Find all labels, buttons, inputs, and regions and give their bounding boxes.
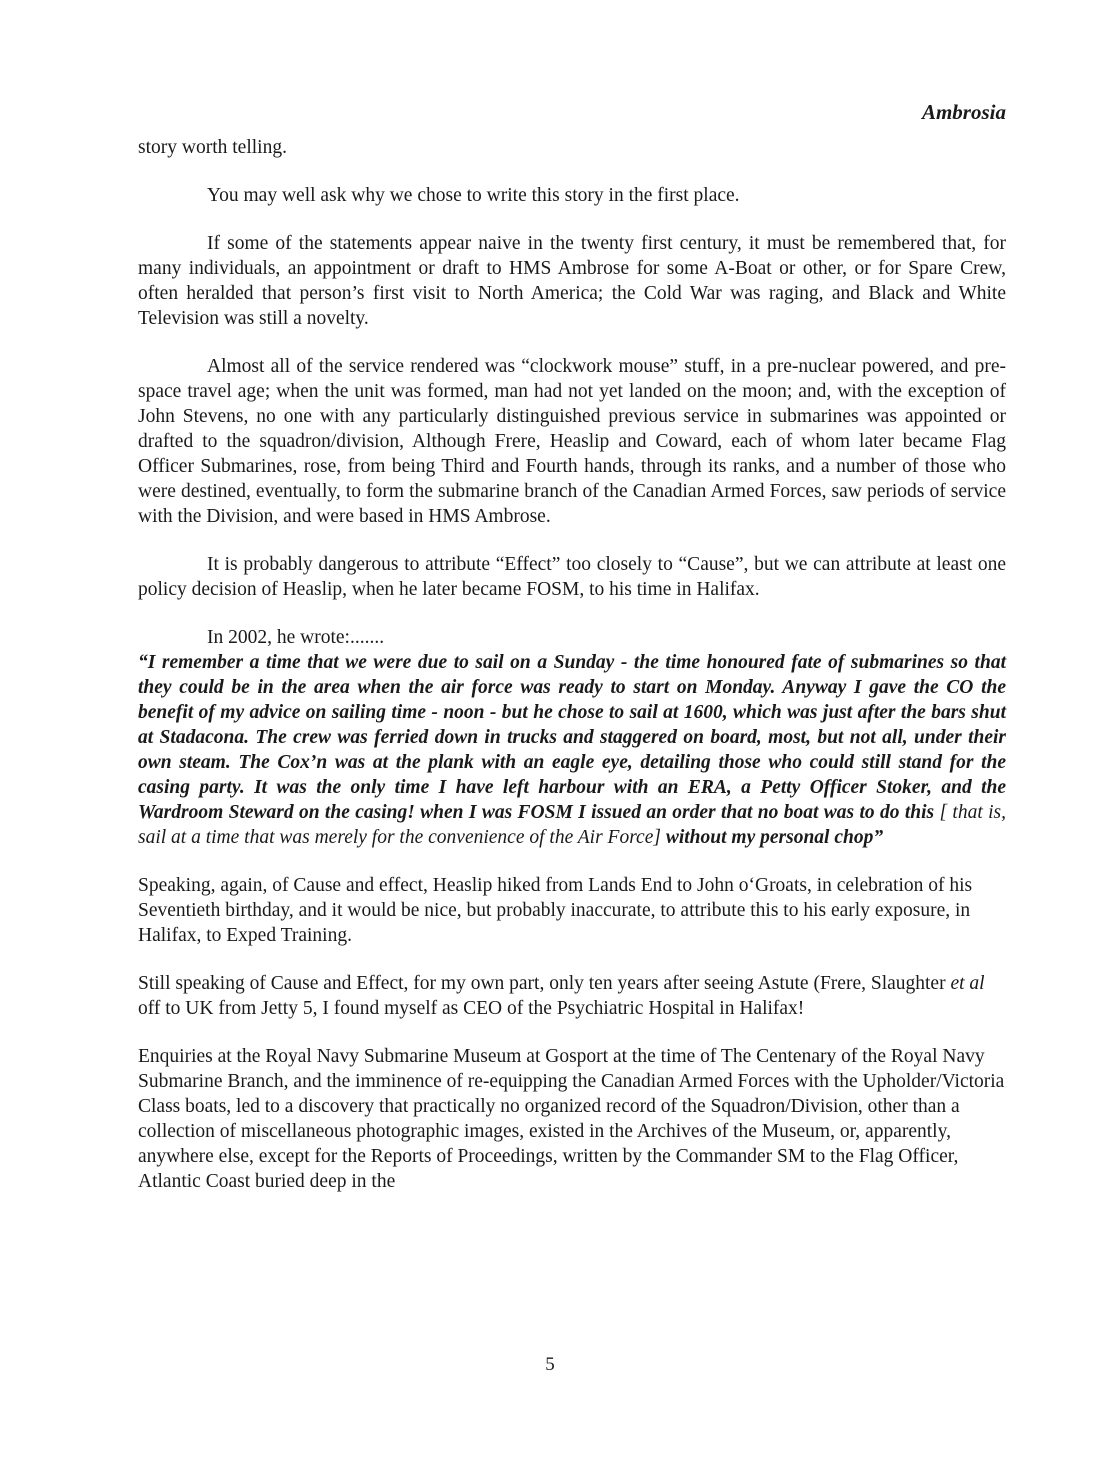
- body-text: [138, 135, 1006, 1217]
- running-head-title: Ambrosia: [921, 100, 1006, 124]
- paragraph-he-wrote: In 2002, he wrote:.......: [207, 627, 385, 648]
- paragraph-psychiatric-hospital: [138, 971, 1006, 1021]
- p8-et-al: et al: [950, 973, 985, 994]
- p8-text-c: off to UK from Jetty 5, I found myself as CEO of the Psychiatric Hospital in Halifax!: [138, 998, 805, 1019]
- quote-text-end: without my personal chop”: [660, 827, 884, 848]
- paragraph-lands-end: Speaking, again, of Cause and effect, Heaslip hiked from Lands End to John o‘Groats, in celebration of his Seventieth birthday, and it would be nice, but probably inaccurate, to attribute this to his early exposure, in Halifax, to Exped Training.: [138, 875, 973, 946]
- paragraph-clockwork-mouse: Almost all of the service rendered was “clockwork mouse” stuff, in a pre-nuclear powered, and pre-space travel age; when the unit was formed, man had not yet landed on the moon; and, with the exception of John Stevens, no one with any particularly distinguished previous service in submarines was appointed or drafted to the squadron/division, Although Frere, Heaslip and Coward, each of whom later became Flag Officer Submarines, rose, from being Third and Fourth hands, through its ranks, and a number of those who were destined, eventually, to form the submarine branch of the Canadian Armed Forces, saw periods of service with the Division, and were based in HMS Ambrose.: [138, 356, 1006, 527]
- paragraph-why-write: You may well ask why we chose to write this story in the first place.: [207, 185, 740, 206]
- paragraph-naive-statements: If some of the statements appear naive in the twenty first century, it must be remembered that, for many individuals, an appointment or draft to HMS Ambrose for some A-Boat or other, or for Spare Crew, often heralded that person’s first visit to North America; the Cold War was raging, and Black and White Television was still a novelty.: [138, 233, 1006, 329]
- quote-text-main: “I remember a time that we were due to sail on a Sunday - the time honoured fate of submarines so that they could be in the area when the air force was ready to start on Monday. Anyway I gave the CO the benefit of my advice on sailing time - noon - but he chose to sail at 1600, which was just after the bars shut at Stadacona. The crew was ferried down in trucks and staggered on board, most, but not all, under their own steam. The Cox’n was at the plank with an eagle eye, detailing those who could still stand for the casing party. It was the only time I have left harbour with an ERA, a Petty Officer Stoker, and the Wardroom Steward on the casing! when I was FOSM I issued an order that no boat was to do this: [138, 652, 1006, 823]
- paragraph-enquiries: Enquiries at the Royal Navy Submarine Museum at Gosport at the time of The Centenary of the Royal Navy Submarine Branch, and the imminence of re-equipping the Canadian Armed Forces with the Upholder/Victoria Class boats, led to a discovery that practically no organized record of the Squadron/Division, other than a collection of miscellaneous photographic images, existed in the Archives of the Museum, or, apparently, anywhere else, except for the Reports of Proceedings, written by the Commander SM to the Flag Officer, Atlantic Coast buried deep in the: [138, 1046, 1005, 1192]
- heaslip-quote: [138, 650, 1006, 850]
- quote-editorial-insert: [ that is, sail at a time that was merely for the convenience of the Air Force]: [138, 802, 1006, 848]
- paragraph-effect-cause: It is probably dangerous to attribute “Effect” too closely to “Cause”, but we can attribute at least one policy decision of Heaslip, when he later became FOSM, to his time in Halifax.: [138, 554, 1006, 600]
- p8-text-a: Still speaking of Cause and Effect, for my own part, only ten years after seeing Astute (Frere, Slaughter: [138, 973, 951, 994]
- paragraph-continuation: story worth telling.: [138, 137, 287, 158]
- page-number: 5: [545, 1354, 555, 1375]
